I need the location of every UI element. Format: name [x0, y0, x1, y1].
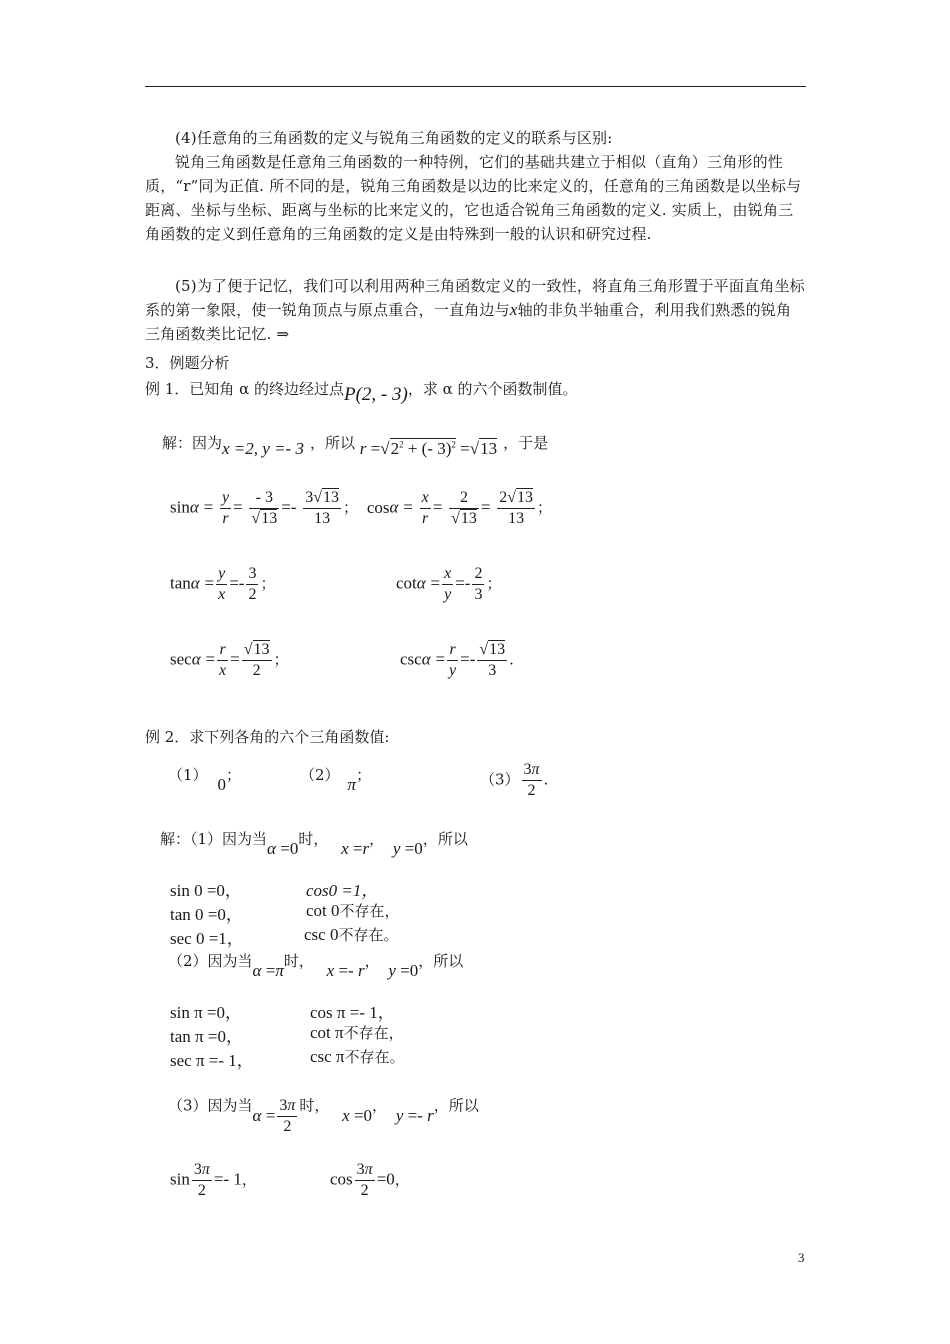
ex2-item-1: （1） 0； [168, 766, 242, 794]
example-2: 例 2．求下列各角的六个三角函数值: [145, 728, 390, 746]
r-formula: $r =√2^2$ + (- 3)$^2$ =√13 [359, 439, 498, 458]
ex2-item-2: （2） π； [300, 766, 372, 794]
header-rule [145, 86, 806, 87]
ex1-text-b: ，求 α 的六个函数制值。 [407, 380, 578, 398]
page-number: 3 [798, 1250, 805, 1265]
section-3-heading: 3．例题分析 [145, 354, 230, 372]
case-3-sin: sin $\frac{3\pi}{2}$ =- 1， [170, 1161, 257, 1199]
solution-2-case-3: （3）因为当α = $\frac{3\pi}{2}$ 时， x =0， y =- r，所以 [168, 1096, 479, 1135]
case-1-values: sin 0 =0， cos0 =1， tan 0 =0， cot 0不存在， sec 0 =1， csc 0不存在。 [170, 881, 400, 948]
ex2-item-3: （3） $\frac{3\pi}{2}$ . [480, 761, 549, 799]
ex1-text-a: 例 1．已知角 α 的终边经过点 [145, 380, 344, 398]
solution-2-case-2: （2）因为当α =π时， x =- r， y =0，所以 [168, 952, 464, 980]
example-1 [145, 378, 578, 405]
solution-2-case-1: 解：（1）因为当α =0时， x =r， y =0，所以 [160, 830, 468, 858]
sol1-text-c: ，于是 [503, 434, 549, 452]
paragraph-4 [145, 126, 806, 246]
cot-line: cotα = $\frac{x}{y}$ =- $\frac{2}{3}$ ； [396, 565, 502, 603]
sol1-text-a: 解：因为 [162, 434, 223, 452]
case-2-values: sin π =0， cos π =- 1， tan π =0， cot π不存在， sec π =- 1， csc π不存在。 [170, 1003, 405, 1070]
solution-1-line [162, 432, 549, 458]
sol1-xy: x =2, y =- 3 [222, 439, 304, 458]
paragraph-5 [145, 274, 806, 346]
ex1-point: P(2, - 3) [343, 384, 408, 405]
sol1-text-b: ，所以 [309, 434, 355, 452]
p5-body-a: (5)为了便于记忆，我们可以利用两种三角函数定义的一致性，将直角三角形置于平面直角坐标系的第一象限，使一锐角顶点与原点重合，一直角边与 [145, 277, 805, 319]
sec-line: secα = $\frac{r}{x}$ = $\frac{√13}{2}$ ； [170, 641, 289, 679]
p4-body: 锐角三角函数是任意角三角函数的一种特例，它们的基础共建立于相似（直角）三角形的性质，“r”同为正值. 所不同的是，锐角三角函数是以边的比来定义的，任意角的三角函数是以坐标与距离、坐标与坐标、距离与坐标的比来定义的，它也适合锐角三角函数的定义. 实质上，由锐角三角函数的定义到任意角的三角函数的定义是由特殊到一般的认识和研究过程. [145, 153, 802, 243]
p4-title: (4)任意角的三角函数的定义与锐角三角函数的定义的联系与区别: [175, 129, 613, 147]
tan-line: tanα = $\frac{y}{x}$ =- $\frac{3}{2}$ ； [170, 565, 276, 603]
case-3-cos: cos $\frac{3\pi}{2}$ =0， [330, 1161, 410, 1199]
csc-line: cscα = $\frac{r}{y}$ =- $\frac{√13}{3}$ . [400, 641, 514, 679]
p5-body-b: 轴的非负半轴重合，利用我们熟悉的锐角三角函数类比记忆. ⇒ [145, 301, 792, 343]
p5-var: x [509, 300, 518, 319]
sin-cos-line: sinα = $\frac{y}{r}$ = $\frac{- 3}{√13}$ =- $\frac{3√13}{13}$ ； cosα = $\frac{x}{r}$ = $\frac{2}{√13}$ = $\frac{2√13}{13}$ ； [170, 489, 553, 527]
